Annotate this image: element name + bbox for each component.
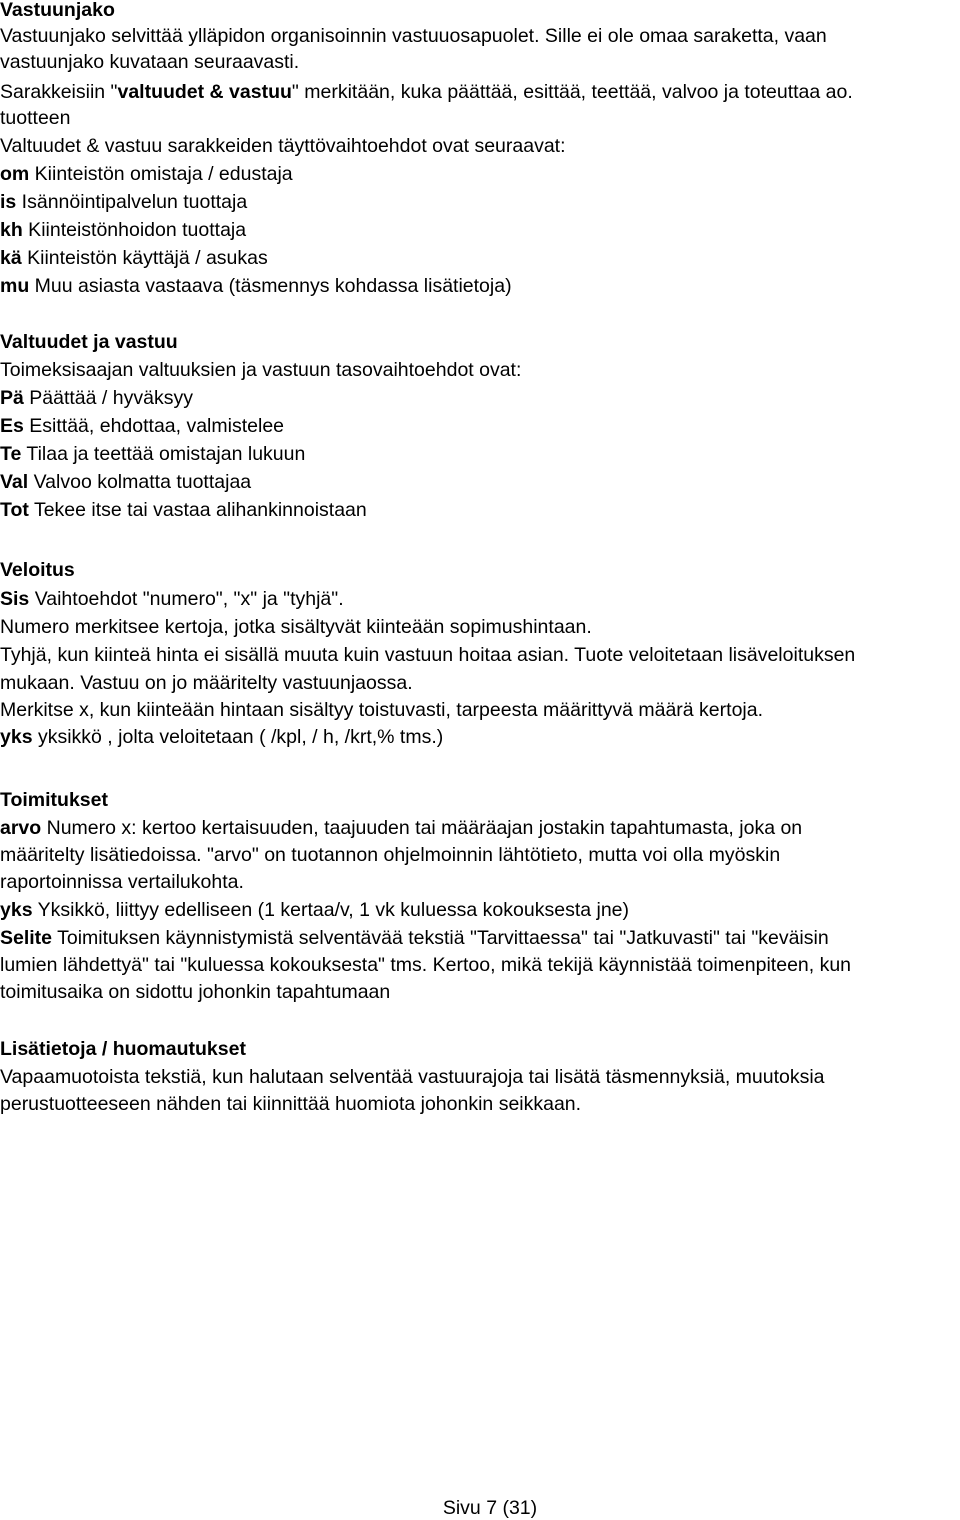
code-description: Tekee itse tai vastaa alihankinnoistaan (28, 499, 367, 521)
code-term: om (0, 163, 30, 185)
code-definition (0, 385, 960, 411)
page-number: Sivu 7 (31) (442, 1497, 538, 1519)
code-description: Kiinteistön käyttäjä / asukas (21, 247, 268, 269)
code-description: Tilaa ja teettää omistajan lukuun (21, 443, 306, 465)
section-heading-veloitus: Veloitus (0, 559, 75, 581)
code-description: Vaihtoehdot "numero", "x" ja "tyhjä". (29, 588, 344, 610)
code-term: mu (0, 275, 30, 297)
code-description: Muu asiasta vastaava (täsmennys kohdassa lisätietoja) (29, 275, 512, 297)
code-description: yksikkö , jolta veloitetaan ( /kpl, / h, /krt,% tms.) (32, 726, 444, 748)
paragraph-line (0, 79, 960, 105)
code-description: Yksikkö, liittyy edelliseen (1 kertaa/v, 1 vk kuluessa kokouksesta jne) (32, 899, 630, 921)
code-definition (0, 469, 960, 495)
code-term: Selite (0, 927, 53, 949)
paragraph-line: Toimeksisaajan valtuuksien ja vastuun tasovaihtoehdot ovat: (0, 359, 522, 381)
code-description: Esittää, ehdottaa, valmistelee (23, 415, 285, 437)
paragraph-line: vastuunjako kuvataan seuraavasti. (0, 51, 300, 73)
bold-term: valtuudet & vastuu (117, 81, 292, 103)
code-definition (0, 273, 960, 299)
paragraph-line: Vastuunjako selvittää ylläpidon organisoinnin vastuuosapuolet. Sille ei ole omaa saraketta, vaan (0, 25, 827, 47)
section-heading-valtuudet: Valtuudet ja vastuu (0, 331, 178, 353)
code-definition (0, 189, 960, 215)
code-term: kh (0, 219, 23, 241)
section-heading-lisatietoja: Lisätietoja / huomautukset (0, 1038, 246, 1060)
section-heading-toimitukset: Toimitukset (0, 789, 108, 811)
code-term: Pä (0, 387, 24, 409)
paragraph-line: raportoinnissa vertailukohta. (0, 871, 244, 893)
code-term: Te (0, 443, 22, 465)
code-description: Päättää / hyväksyy (23, 387, 193, 409)
paragraph-line: Vapaamuotoista tekstiä, kun halutaan selventää vastuurajoja tai lisätä täsmennyksiä, muutoksia (0, 1066, 825, 1088)
code-description: Valvoo kolmatta tuottajaa (28, 471, 252, 493)
code-definition (0, 815, 960, 841)
code-definition (0, 497, 960, 523)
code-term: Sis (0, 588, 30, 610)
code-description: Toimituksen käynnistymistä selventävää tekstiä "Tarvittaessa" tai "Jatkuvasti" tai "keväisin (52, 927, 829, 949)
code-term: Tot (0, 499, 29, 521)
code-definition (0, 217, 960, 243)
code-definition (0, 897, 960, 923)
code-definition (0, 413, 960, 439)
paragraph-line: Numero merkitsee kertoja, jotka sisältyvät kiinteään sopimushintaan. (0, 616, 592, 638)
paragraph-line: toimitusaika on sidottu johonkin tapahtumaan (0, 981, 391, 1003)
code-description: Isännöintipalvelun tuottaja (16, 191, 248, 213)
paragraph-line: Valtuudet & vastuu sarakkeiden täyttövaihtoehdot ovat seuraavat: (0, 135, 566, 157)
paragraph-line: määritelty lisätiedoissa. "arvo" on tuotannon ohjelmoinnin lähtötieto, mutta voi olla myöskin (0, 844, 781, 866)
code-description: Kiinteistönhoidon tuottaja (22, 219, 247, 241)
code-definition (0, 724, 960, 750)
code-description: Kiinteistön omistaja / edustaja (29, 163, 293, 185)
code-term: is (0, 191, 17, 213)
code-term: Es (0, 415, 24, 437)
code-definition (0, 245, 960, 271)
code-term: yks (0, 726, 33, 748)
code-definition (0, 586, 960, 612)
code-term: Val (0, 471, 29, 493)
section-heading-vastuunjako: Vastuunjako (0, 0, 115, 21)
code-term: kä (0, 247, 22, 269)
code-definition (0, 925, 960, 951)
paragraph-line: tuotteen (0, 107, 71, 129)
paragraph-line: Merkitse x, kun kiinteään hintaan sisältyy toistuvasti, tarpeesta määrittyvä määrä kertoja. (0, 699, 764, 721)
text-fragment: Sarakkeisiin " (0, 81, 118, 103)
paragraph-line: Tyhjä, kun kiinteä hinta ei sisällä muuta kuin vastuun hoitaa asian. Tuote veloitetaan lisäveloituksen (0, 644, 856, 666)
code-term: yks (0, 899, 33, 921)
code-description: Numero x: kertoo kertaisuuden, taajuuden tai määräajan jostakin tapahtumasta, joka on (41, 817, 803, 839)
code-term: arvo (0, 817, 42, 839)
paragraph-line: perustuotteeseen nähden tai kiinnittää huomiota johonkin seikkaan. (0, 1093, 582, 1115)
code-definition (0, 161, 960, 187)
paragraph-line: lumien lähdettyä" tai "kuluessa kokouksesta" tms. Kertoo, mikä tekijä käynnistää toimenpiteen, kun (0, 954, 852, 976)
paragraph-line: mukaan. Vastuu on jo määritelty vastuunjaossa. (0, 672, 413, 694)
text-fragment: " merkitään, kuka päättää, esittää, teettää, valvoo ja toteuttaa ao. (291, 81, 853, 103)
code-definition (0, 441, 960, 467)
